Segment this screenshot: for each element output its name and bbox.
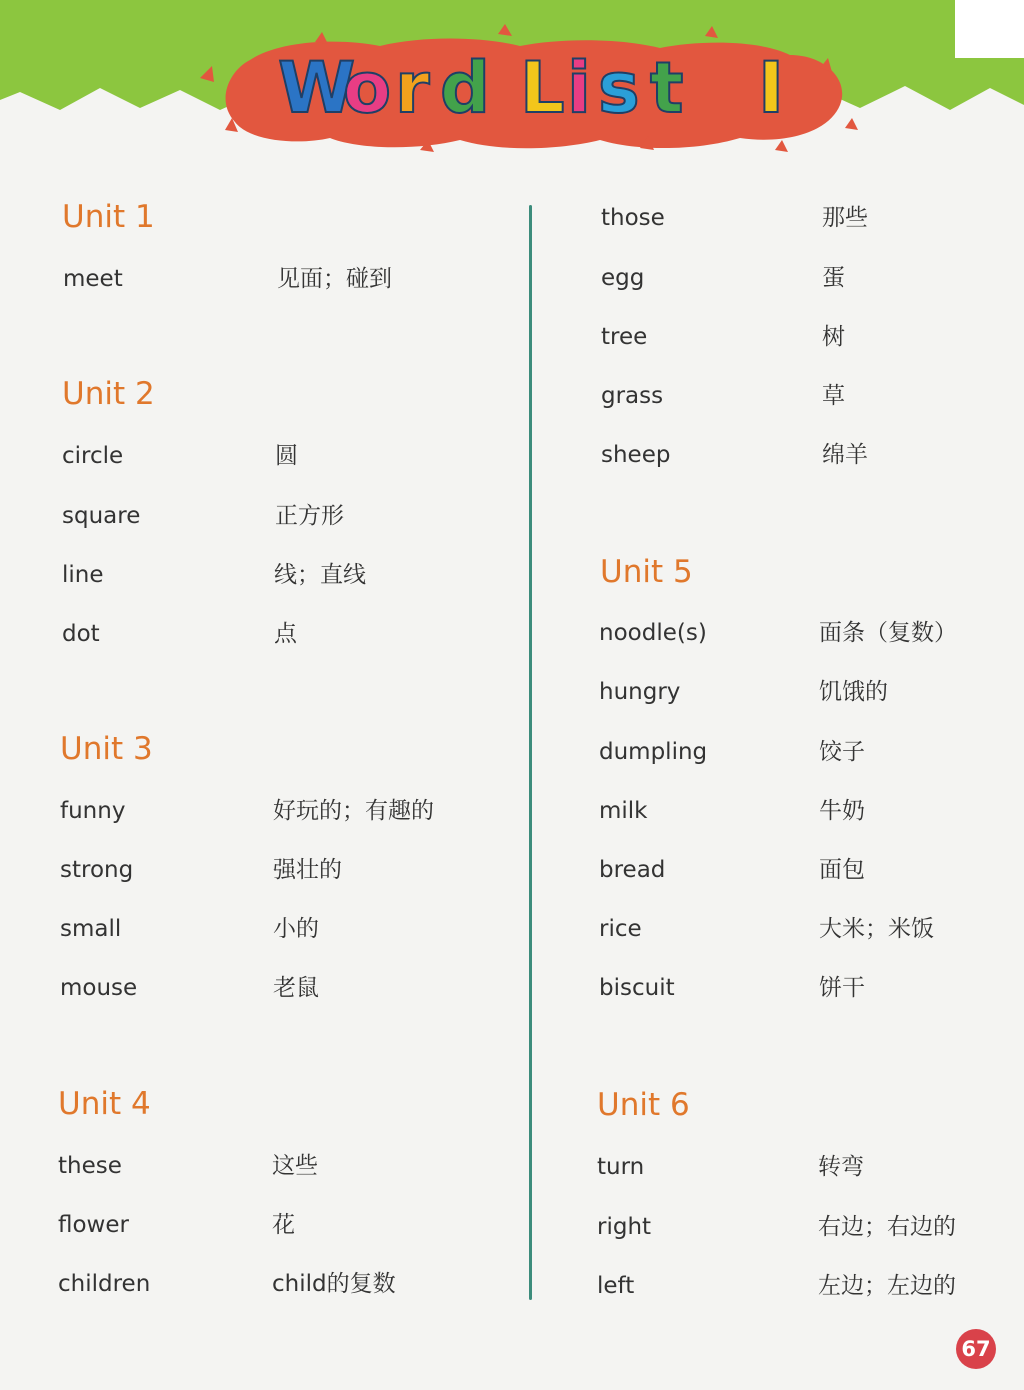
english-word: dumpling	[599, 739, 708, 765]
chinese-meaning: 见面；碰到	[277, 266, 392, 292]
title-letter-5: L	[520, 47, 565, 129]
chinese-meaning: 点	[274, 621, 297, 647]
word-entry	[601, 263, 1001, 313]
english-word: milk	[599, 798, 648, 824]
english-word: strong	[60, 857, 134, 883]
english-word: meet	[63, 266, 123, 292]
chinese-meaning: 面包	[819, 857, 865, 883]
english-word: left	[597, 1273, 635, 1299]
word-entry	[60, 855, 460, 905]
unit-heading: Unit 3	[60, 731, 153, 767]
chinese-meaning: 饺子	[819, 739, 865, 765]
chinese-meaning: 饼干	[819, 975, 865, 1001]
unit-heading: Unit 2	[62, 376, 155, 412]
english-word: right	[597, 1214, 652, 1240]
english-word: egg	[601, 265, 645, 291]
english-word: small	[60, 916, 122, 942]
english-word: square	[62, 503, 141, 529]
title-letter-2: r	[395, 47, 430, 129]
unit-heading: Unit 1	[62, 199, 155, 235]
title-banner	[0, 0, 1024, 200]
title-letter-0: W	[278, 47, 356, 129]
word-entry	[601, 203, 1001, 253]
word-entry	[62, 619, 462, 669]
english-word: rice	[599, 916, 642, 942]
corner-patch	[955, 0, 1024, 58]
page-number: 67	[956, 1329, 996, 1369]
english-word: tree	[601, 324, 648, 350]
chinese-meaning: 这些	[272, 1153, 318, 1179]
english-word: hungry	[599, 679, 681, 705]
title-letter-7: s	[598, 47, 640, 129]
word-entry	[62, 501, 462, 551]
chinese-meaning: 牛奶	[819, 798, 865, 824]
chinese-meaning: 蛋	[822, 265, 845, 291]
word-entry	[597, 1271, 997, 1321]
english-word: funny	[60, 798, 126, 824]
word-entry	[62, 560, 462, 610]
english-word: grass	[601, 383, 664, 409]
chinese-meaning: 好玩的；有趣的	[273, 798, 434, 824]
chinese-meaning: 正方形	[275, 503, 344, 529]
word-entry	[601, 322, 1001, 372]
english-word: line	[62, 562, 104, 588]
chinese-meaning: child的复数	[272, 1271, 396, 1297]
title-letter-1: o	[343, 47, 392, 129]
chinese-meaning: 树	[822, 324, 845, 350]
word-entry	[58, 1269, 458, 1319]
word-entry	[597, 1212, 997, 1262]
english-word: flower	[58, 1212, 129, 1238]
chinese-meaning: 花	[272, 1212, 295, 1238]
english-word: mouse	[60, 975, 138, 1001]
chinese-meaning: 线；直线	[274, 562, 366, 588]
word-entry	[599, 973, 999, 1023]
chinese-meaning: 草	[822, 383, 845, 409]
word-entry	[597, 1152, 997, 1202]
english-word: these	[58, 1153, 122, 1179]
word-entry	[58, 1151, 458, 1201]
english-word: sheep	[601, 442, 671, 468]
word-entry	[62, 441, 462, 491]
title-letter-8: t	[650, 47, 684, 129]
column-divider	[529, 205, 532, 1300]
word-entry	[58, 1210, 458, 1260]
english-word: dot	[62, 621, 100, 647]
english-word: turn	[597, 1154, 645, 1180]
chinese-meaning: 右边；右边的	[818, 1214, 956, 1240]
word-entry	[60, 914, 460, 964]
english-word: circle	[62, 443, 124, 469]
chinese-meaning: 那些	[822, 205, 868, 231]
word-entry	[599, 914, 999, 964]
word-entry	[599, 855, 999, 905]
chinese-meaning: 圆	[275, 443, 298, 469]
title-letter-3: d	[440, 47, 491, 129]
chinese-meaning: 饥饿的	[819, 679, 888, 705]
english-word: those	[601, 205, 665, 231]
title-numeral: I	[758, 47, 785, 129]
chinese-meaning: 转弯	[818, 1154, 864, 1180]
word-entry	[599, 796, 999, 846]
chinese-meaning: 面条（复数）	[819, 620, 957, 646]
word-entry	[60, 796, 460, 846]
word-entry	[599, 737, 999, 787]
word-entry	[599, 677, 999, 727]
chinese-meaning: 小的	[273, 916, 319, 942]
unit-heading: Unit 5	[600, 554, 693, 590]
english-word: bread	[599, 857, 666, 883]
word-entry	[601, 381, 1001, 431]
chinese-meaning: 绵羊	[822, 442, 868, 468]
english-word: noodle(s)	[599, 620, 707, 646]
chinese-meaning: 左边；左边的	[818, 1273, 956, 1299]
title-letter-6: i	[567, 47, 591, 129]
word-entry	[60, 973, 460, 1023]
word-entry	[601, 440, 1001, 490]
chinese-meaning: 老鼠	[273, 975, 319, 1001]
chinese-meaning: 大米；米饭	[819, 916, 934, 942]
word-entry	[63, 264, 463, 314]
english-word: children	[58, 1271, 151, 1297]
chinese-meaning: 强壮的	[273, 857, 342, 883]
unit-heading: Unit 4	[58, 1086, 151, 1122]
unit-heading: Unit 6	[597, 1087, 690, 1123]
english-word: biscuit	[599, 975, 675, 1001]
word-entry	[599, 618, 999, 668]
